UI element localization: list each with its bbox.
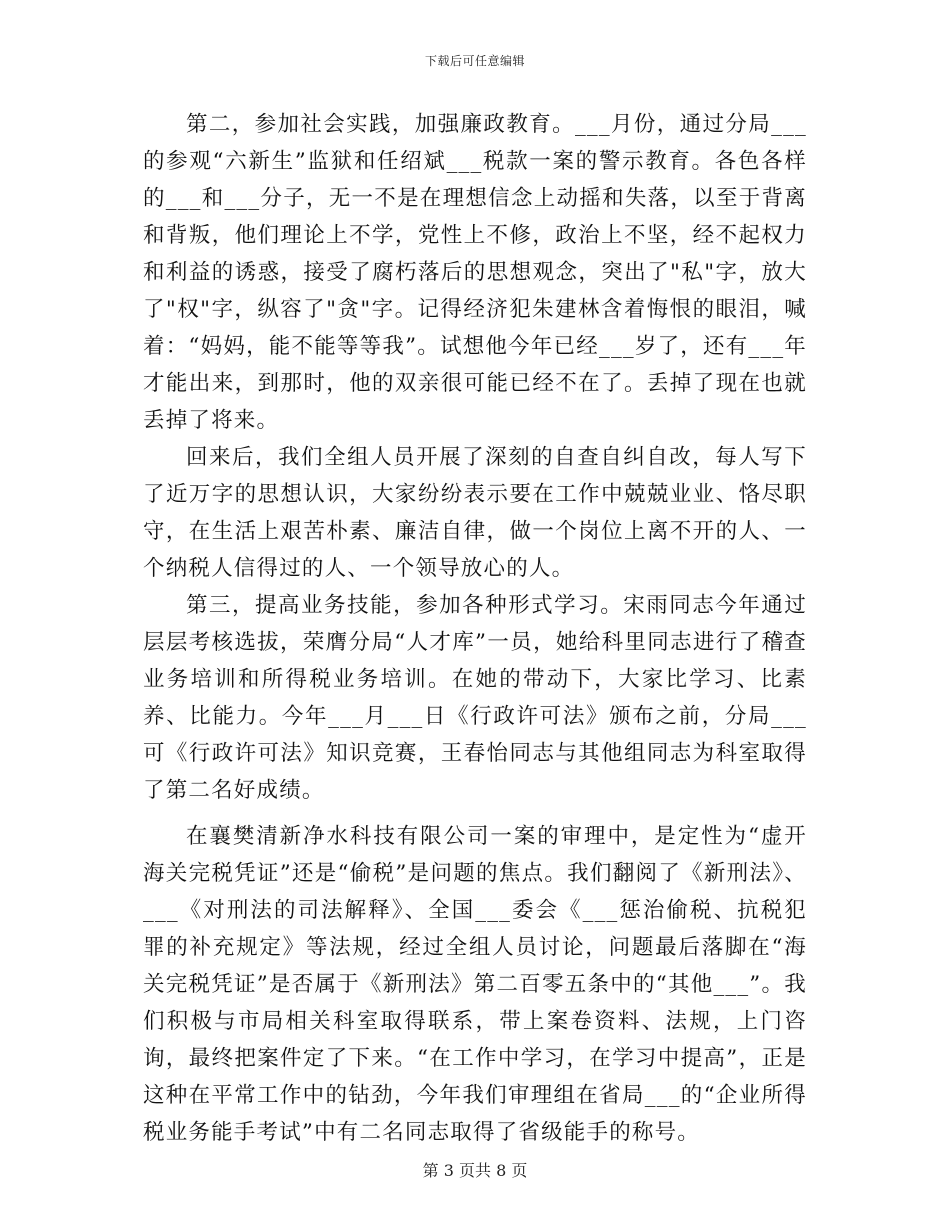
page-number: 第 3 页共 8 页 — [422, 1161, 528, 1180]
document-body — [143, 106, 807, 1151]
paragraph-skill-learning: 第三，提高业务技能，参加各种形式学习。宋雨同志今年通过层层考核选拔，荣膺分局“人才库”一员，她给科里同志进行了稽查业务培训和所得税业务培训。在她的带动下，大家比学习、比素养、比能力。今年___月___日《行政许可法》颁布之前，分局___可《行政许可法》知识竞赛，王春怡同志与其他组同志为科室取得了第二名好成绩。 — [143, 593, 807, 803]
paragraph-self-review: 回来后，我们全组人员开展了深刻的自查自纠自改，每人写下了近万字的思想认识，大家纷纷表示要在工作中兢兢业业、恪尽职守，在生活上艰苦朴素、廉洁自律，做一个岗位上离不开的人、一个纳税人信得过的人、一个领导放心的人。 — [143, 445, 807, 581]
page-header: 下载后可任意编辑 — [424, 54, 525, 68]
paragraph-case-review: 在襄樊清新净水科技有限公司一案的审理中，是定性为“虚开海关完税凭证”还是“偷税”是问题的焦点。我们翻阅了《新刑法》、___《对刑法的司法解释》、全国___委会《___惩治偷税、抗税犯罪的补充规定》等法规，经过全组人员讨论，问题最后落脚在“海关完税凭证”是否属于《新刑法》第二百零五条中的“其他___”。我们积极与市局相关科室取得联系，带上案卷资料、法规，上门咨询，最终把案件定了下来。“在工作中学习，在学习中提高”，正是这种在平常工作中的钻劲，今年我们审理组在省局___的“企业所得税业务能手考试”中有二名同志取得了省级能手的称号。 — [143, 824, 807, 1145]
paragraph-practice-education: 第二，参加社会实践，加强廉政教育。___月份，通过分局___的参观“六新生”监狱和任绍斌___税款一案的警示教育。各色各样的___和___分子，无一不是在理想信念上动摇和失落，以至于背离和背叛，他们理论上不学，党性上不修，政治上不坚，经不起权力和利益的诱惑，接受了腐朽落后的思想观念，突出了"私"字，放大了"权"字，纵容了"贪"字。记得经济犯朱建林含着悔恨的眼泪，喊着：“妈妈，能不能等等我”。试想他今年已经___岁了，还有___年才能出来，到那时，他的双亲很可能已经不在了。丢掉了现在也就丢掉了将来。 — [143, 112, 807, 433]
